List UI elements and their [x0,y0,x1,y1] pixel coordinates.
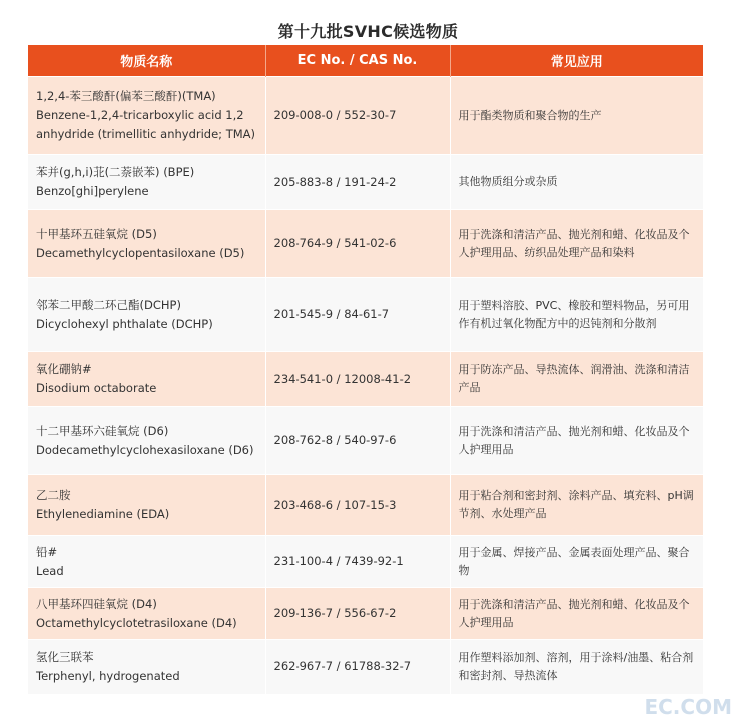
table-row [28,77,703,155]
substance-name-cell: 邻苯二甲酸二环己酯(DCHP) Dicyclohexyl phthalate (DCHP) [28,278,265,352]
header-ec-cas: EC No. / CAS No. [265,45,450,77]
common-use-cell: 用于洗涤和清洁产品、抛光剂和蜡、化妆品及个人护理用品 [450,407,703,475]
table-row [28,352,703,407]
substance-name-cell: 氢化三联苯 Terphenyl, hydrogenated [28,640,265,694]
table-title: 第十九批SVHC候选物质 [277,22,459,41]
ec-cas-cell: 205-883-8 / 191-24-2 [265,155,450,210]
ec-cas-cell: 209-008-0 / 552-30-7 [265,77,450,155]
substance-name-cell: 苯并(g,h,i)苝(二萘嵌苯) (BPE) Benzo[ghi]perylene [28,155,265,210]
svhc-table [28,45,703,694]
table-row [28,407,703,475]
substance-name-cell: 1,2,4-苯三酸酐(偏苯三酸酐)(TMA) Benzene-1,2,4-tricarboxylic acid 1,2 anhydride (trimellitic anhydride; TMA) [28,77,265,155]
common-use-cell: 其他物质组分或杂质 [450,155,703,210]
substance-name-cell: 铅# Lead [28,536,265,588]
ec-cas-cell: 208-762-8 / 540-97-6 [265,407,450,475]
common-use-cell: 用于洗涤和清洁产品、抛光剂和蜡、化妆品及个人护理用品 [450,588,703,640]
common-use-cell: 用于金属、焊接产品、金属表面处理产品、聚合物 [450,536,703,588]
substance-name-cell: 八甲基环四硅氧烷 (D4) Octamethylcyclotetrasiloxane (D4) [28,588,265,640]
substance-name-cell: 氧化硼钠# Disodium octaborate [28,352,265,407]
common-use-cell: 用作塑料添加剂、溶剂，用于涂料/油墨、粘合剂和密封剂、导热流体 [450,640,703,694]
substance-name-cell: 十甲基环五硅氧烷 (D5) Decamethylcyclopentasiloxane (D5) [28,210,265,278]
header-common-use: 常见应用 [450,45,703,77]
table-row [28,210,703,278]
table-row [28,536,703,588]
table-row [28,278,703,352]
common-use-cell: 用于粘合剂和密封剂、涂料产品、填充料、pH调节剂、水处理产品 [450,475,703,536]
common-use-cell: 用于洗涤和清洁产品、抛光剂和蜡、化妆品及个人护理用品、纺织品处理产品和染料 [450,210,703,278]
table-header-row [28,45,703,77]
watermark-logo: EC.COM [644,695,732,719]
common-use-cell: 用于塑料溶胶、PVC、橡胶和塑料物品，另可用作有机过氧化物配方中的迟钝剂和分散剂 [450,278,703,352]
table-row [28,155,703,210]
substance-name-cell: 乙二胺 Ethylenediamine (EDA) [28,475,265,536]
ec-cas-cell: 203-468-6 / 107-15-3 [265,475,450,536]
ec-cas-cell: 208-764-9 / 541-02-6 [265,210,450,278]
table-row [28,475,703,536]
ec-cas-cell: 201-545-9 / 84-61-7 [265,278,450,352]
ec-cas-cell: 262-967-7 / 61788-32-7 [265,640,450,694]
table-row [28,640,703,694]
substance-name-cell: 十二甲基环六硅氧烷 (D6) Dodecamethylcyclohexasiloxane (D6) [28,407,265,475]
table-row [28,588,703,640]
ec-cas-cell: 231-100-4 / 7439-92-1 [265,536,450,588]
header-substance-name: 物质名称 [28,45,265,77]
ec-cas-cell: 234-541-0 / 12008-41-2 [265,352,450,407]
ec-cas-cell: 209-136-7 / 556-67-2 [265,588,450,640]
common-use-cell: 用于酯类物质和聚合物的生产 [450,77,703,155]
common-use-cell: 用于防冻产品、导热流体、润滑油、洗涤和清洁产品 [450,352,703,407]
